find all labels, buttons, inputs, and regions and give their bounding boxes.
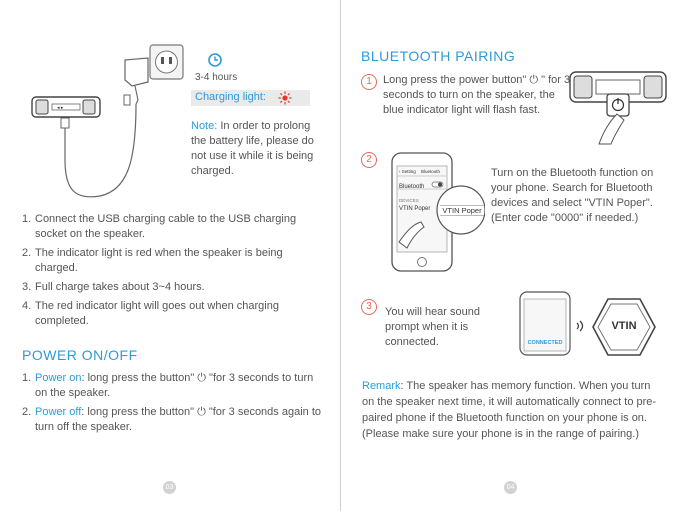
- charging-light-box: [191, 90, 310, 106]
- remark-label: Remark: [362, 380, 401, 392]
- note-text: In order to prolong the battery life, please do not use it while it is being charged.: [191, 120, 314, 177]
- left-page: [0, 0, 340, 511]
- remark-text: : The speaker has memory function. When you turn on the speaker next time, it will automatically connect to pre-paired phone if the Bluetooth function on your phone is on. (Please make sure your phone is in the range of pairing.): [362, 380, 657, 440]
- power-heading: POWER ON/OFF: [22, 347, 138, 363]
- note: [191, 119, 327, 179]
- list-item: 4. The red indicator light will goes out when charging completed.: [22, 300, 279, 327]
- speaker-logo: VTIN: [611, 320, 637, 332]
- bluetooth-heading: BLUETOOTH PAIRING: [361, 48, 516, 64]
- list-item: 2. Power off: long press the button" ⏻ "for 3 seconds again to turn off the speaker.: [22, 406, 321, 433]
- note-label: Note:: [191, 120, 218, 132]
- speaker-power-illustration: [569, 70, 667, 145]
- power-steps: [22, 371, 327, 439]
- red-light-icon: [278, 91, 292, 105]
- step-3-text: You will hear sound prompt when it is connected.: [385, 306, 480, 348]
- step-1-badge: 1: [361, 74, 377, 90]
- step-2-badge: 2: [361, 152, 377, 168]
- list-item: 3. Full charge takes about 3~4 hours.: [22, 281, 205, 293]
- connected-label: CONNECTED: [527, 340, 563, 346]
- page-number: 03: [163, 481, 176, 494]
- remark: [362, 378, 662, 442]
- svg-text:◂ ▸: ◂ ▸: [57, 105, 64, 111]
- step-1-text: Long press the power button" ⏻ " for 3 seconds to turn on the speaker, the blue indicator light will flash fast.: [383, 74, 571, 116]
- finger-icon: [599, 114, 624, 144]
- sound-wave-icon: [575, 318, 587, 334]
- right-page: BLUETOOTH PAIRING 1 Long press the power button" ⏻ " for 3 seconds to turn on the speaker, the blue indicator light will flash fast. 2 ‹ Setting Bluetooth Bluetooth DEVICES VTIN Poper VTIN Poper Turn on the Bluetooth function on your phone. Search for Bluetooth devices and select "VTIN Poper". (Enter code "0000" if needed.) 3 You will hear sound prompt when it is connected. CONNECTED VTIN Remark: The speaker has memory function. When you turn on the speaker next time, it will automatically connect to pre-paired phone if the Bluetooth function on your phone is on. (Please make sure your phone is in the range of pairing.) 04: [341, 0, 681, 511]
- power-button: [607, 94, 629, 116]
- charger-plug: [125, 58, 148, 86]
- charge-time: 3-4 hours: [195, 72, 238, 83]
- speaker-illustration: [31, 96, 101, 118]
- list-item: 2. The indicator light is red when the speaker is being charged.: [22, 247, 283, 274]
- list-item: 1. Power on: long press the button" ⏻ "for 3 seconds to turn on the speaker.: [22, 372, 314, 399]
- list-item: 1. Connect the USB charging cable to the USB charging socket on the speaker.: [22, 213, 297, 240]
- step-3-badge: 3: [361, 299, 377, 315]
- zoomed-device-name: VTIN Poper: [440, 205, 484, 216]
- clock-icon: [208, 53, 222, 67]
- charging-steps: [22, 212, 327, 333]
- page-number: 04: [504, 481, 517, 494]
- charger-illustration: [20, 40, 190, 205]
- charging-light-label: Charging light:: [195, 91, 266, 103]
- step-2-text: Turn on the Bluetooth function on your phone. Search for Bluetooth devices and select "VTIN Poper". (Enter code "0000" if needed.): [491, 167, 654, 224]
- phone-connected-illustration: [519, 291, 571, 356]
